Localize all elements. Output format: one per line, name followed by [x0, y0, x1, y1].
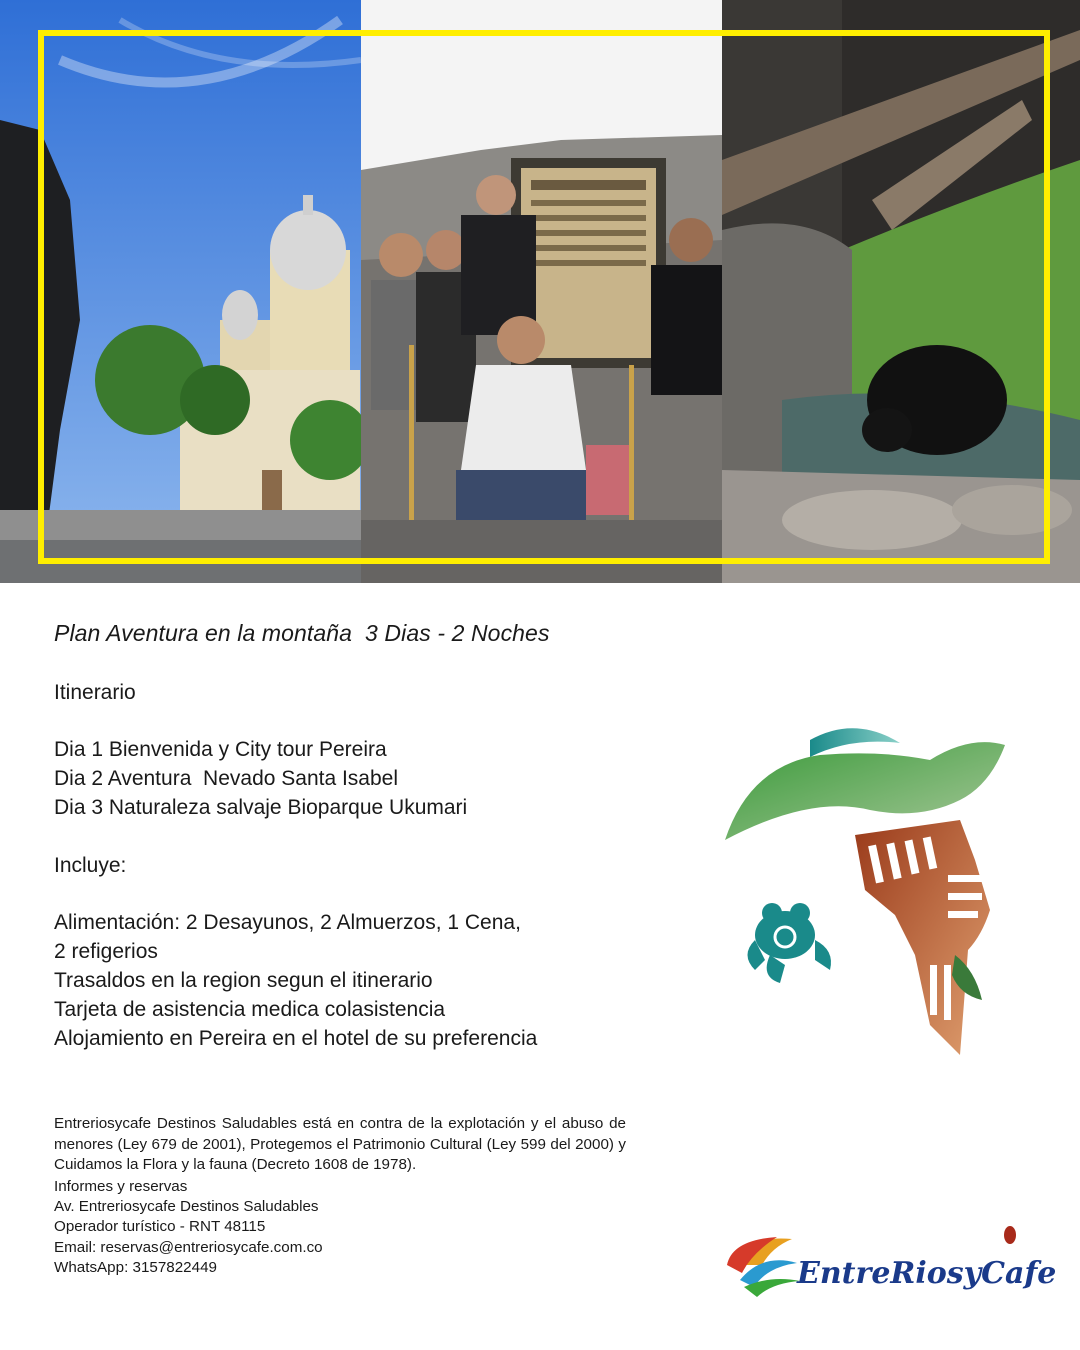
- itinerary-day: Dia 1 Bienvenida y City tour Pereira: [54, 738, 387, 761]
- includes-item: Alojamiento en Pereira en el hotel de su preferencia: [54, 1027, 538, 1050]
- itinerary-day: Dia 3 Naturaleza salvaje Bioparque Ukumari: [54, 796, 468, 819]
- includes-item: 2 refigerios: [54, 940, 158, 963]
- legal-notice: Entreriosycafe Destinos Saludables está en contra de la explotación y el abuso de menores (Ley 679 de 2001), Protegemos el Patrimonio Cultural (Ley 599 del 2000) y Cuidamos la Flora y la fauna (Decreto 1608 de 1978).: [54, 1115, 626, 1173]
- contact-line: Av. Entreriosycafe Destinos Saludables: [54, 1198, 319, 1215]
- brand-name: EntreRiosyCafe: [797, 1256, 1057, 1291]
- brand-logo: [722, 1225, 1057, 1307]
- photo-strip: [0, 0, 1080, 583]
- yellow-frame: [38, 30, 1050, 564]
- includes-item: Trasaldos en la region segun el itinerario: [54, 969, 433, 992]
- includes-item: Tarjeta de asistencia medica colasistencia: [54, 998, 446, 1021]
- contact-line: Operador turístico - RNT 48115: [54, 1218, 266, 1235]
- contact-line: Email: reservas@entreriosycafe.com.co: [54, 1239, 323, 1256]
- itinerary-heading: Itinerario: [54, 681, 136, 704]
- mountain-frog-emblem-icon: [720, 715, 1020, 1065]
- itinerary-day: Dia 2 Aventura Nevado Santa Isabel: [54, 767, 399, 790]
- plan-title: Plan Aventura en la montaña 3 Dias - 2 Noches: [54, 620, 550, 646]
- includes-heading: Incluye:: [54, 854, 127, 877]
- contact-line: Informes y reservas: [54, 1178, 188, 1195]
- includes-item: Alimentación: 2 Desayunos, 2 Almuerzos, 1 Cena,: [54, 911, 521, 934]
- contact-line: WhatsApp: 3157822449: [54, 1259, 217, 1276]
